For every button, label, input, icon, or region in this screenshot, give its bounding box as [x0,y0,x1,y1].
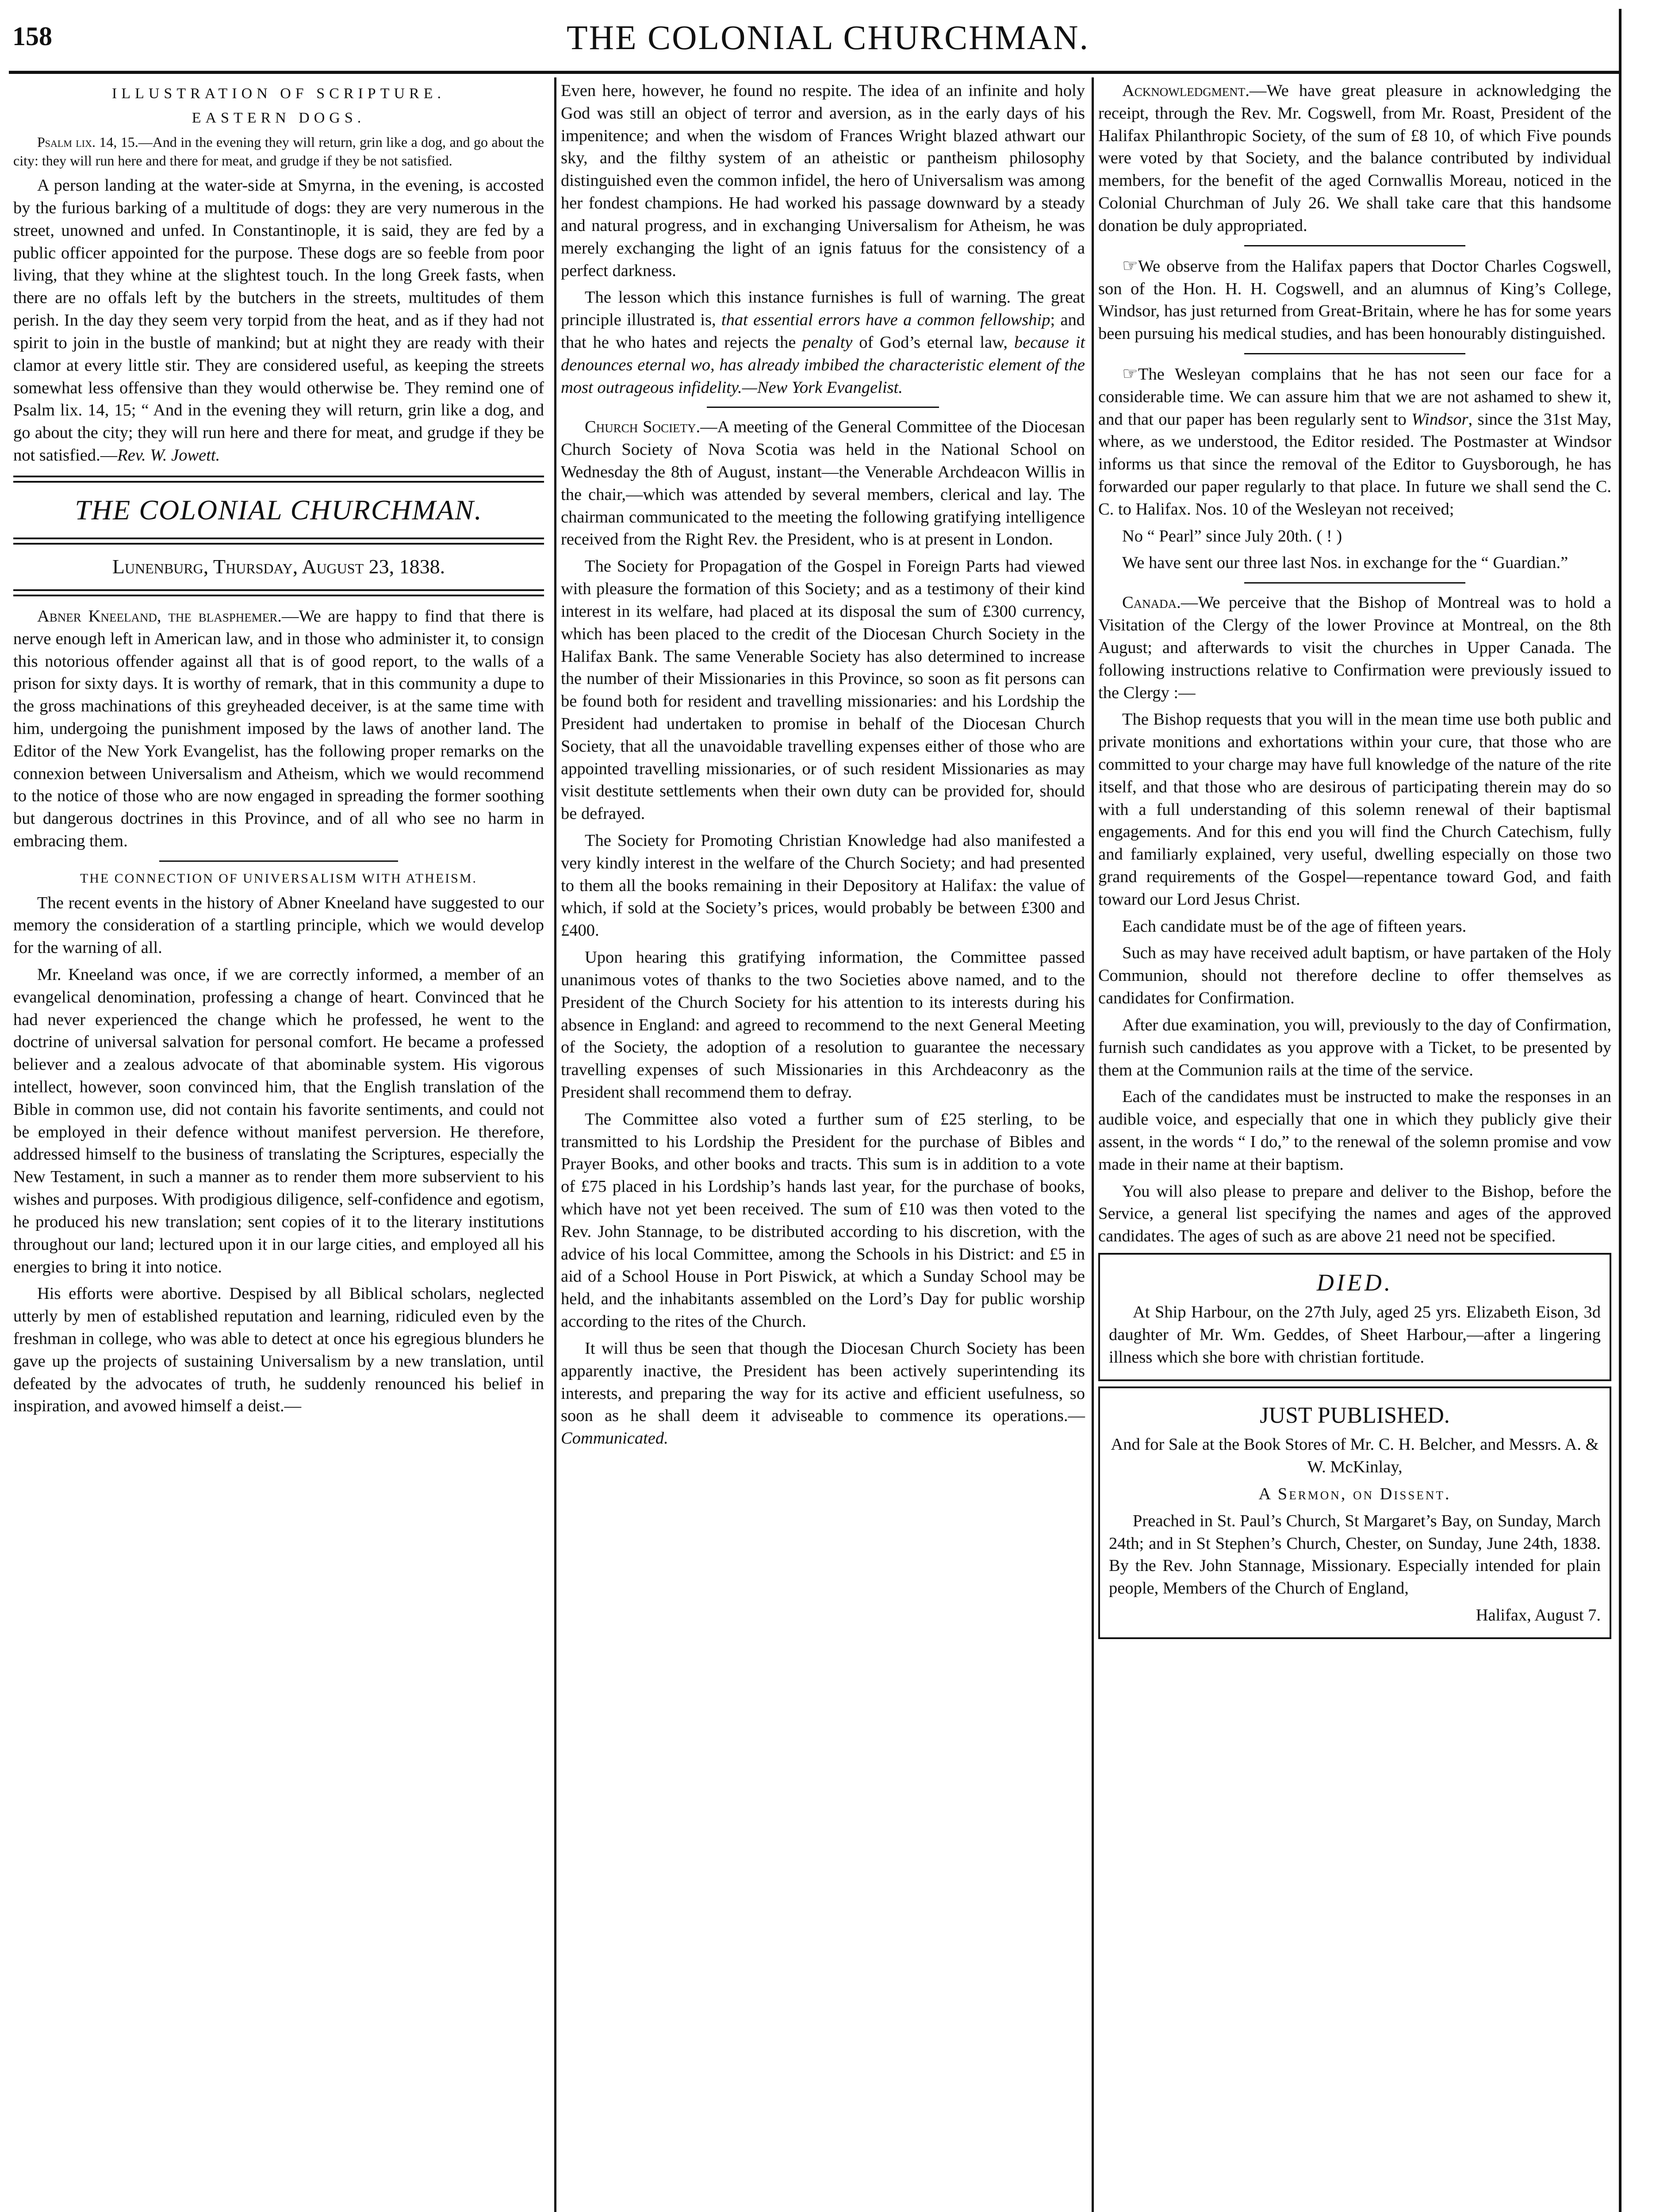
canada-lead: Canada. [1122,593,1181,612]
acknowledgment-paragraph [1098,80,1611,237]
canada-text: —We perceive that the Bishop of Montreal was to hold a Visitation of the Clergy of the lower Province at Montreal, on the 8th August; and afterwards to visit the churches in Upper Canada. The following instructions relative to Confirmation were previously issued to the Clergy :— [1098,593,1611,702]
church-society-lead: Church Society. [585,418,701,437]
church-society-paragraph-5: The Committee also voted a further sum of £25 sterling, to be transmitted to his Lordship the President for the purchase of Bibles and Prayer Books, and other books and tracts. This sum is in addition to a vote of £75 placed in his Lordship’s hands last year, for the purchase of books, which have not yet been received. The sum of £10 was then voted to the Rev. John Stannage, to be distributed according to his discretion, with the advice of his local Committee, among the Schools in his District: and £5 in aid of a School House in Port Piswick, at which a Sunday School may be held, and the inhabitants assembled on the Lord’s Day for public worship according to the rites of the Church. [561,1110,1085,1331]
paper-title: THE COLONIAL CHURCHMAN. [75,494,483,526]
ev-text-a: The lesson which this instance furnishes is full of warning. The great principle illustrated is, [561,288,1085,330]
acknowledgment-text: —We have great pleasure in acknowledging the receipt, through the Rev. Mr. Cogswell, from Mr. Roast, President of the Halifax Philanthropic Society, of the sum of £8 10, of which Five pounds were voted by that Society, and the balance contributed by individual members, for the benefit of the aged Cornwallis Moreau, noticed in the Colonial Churchman of July 26. We shall take care that this handsome donation be duly appropriated. [1098,81,1611,235]
just-published-line-1: And for Sale at the Book Stores of Mr. C. H. Belcher, and Messrs. A. & W. McKinlay, [1111,1435,1599,1477]
right-border [1619,9,1622,2212]
divider-3 [1244,245,1465,246]
top-rule [9,71,1619,74]
double-rule-2 [13,538,544,545]
divider-4 [1244,353,1465,354]
pointing-hand-icon: ☞ [1122,255,1138,276]
just-published-heading: JUST PUBLISHED. [1260,1402,1450,1428]
ev-italic-2: penalty [802,333,853,352]
church-society-paragraph-2: The Society for Propagation of the Gospel in Foreign Parts had viewed with pleasure the formation of this Society; and as a testimony of their kind interest in its welfare, had placed at its disposal the sum of £300 currency, which has been placed to the credit of the Diocesan Church Society in the Halifax Bank. The same Venerable Society has also determined to increase the number of their Missionaries in this Province, so soon as fit persons can be found both for resident and travelling missionaries: and his Lordship the President had undertaken to promise in behalf of the Diocesan Church Society, that all the unavoidable travelling expenses either of those who are appointed travelling missionaries, or of such resident Missionaries as may visit destitute settlements when their own duty can be provided for, should be defrayed. [561,557,1085,823]
church-society-paragraph-1 [561,416,1085,551]
ev-text-b: ; and that he who hates and rejects the [561,311,1085,352]
just-published-box [1098,1386,1611,1639]
psalm-text: —And in the evening they will return, grin like a dog, and go about the city: they will run here and there for meat, and grudge if they be not satisfied. [13,134,544,169]
dogs-text: A person landing at the water-side at Smyrna, in the evening, is accosted by the furious barking of a multitude of dogs: they are very numerous in the street, unowned and unfed. In Constantinople, it is said, they are fed by a public officer appointed for the purpose. These dogs are so feeble from poor living, that they whine at the slightest touch. In the long Greek fasts, when there are no offals left by the butchers in the streets, multitudes of them perish. In the day they seem very torpid from the heat, and as if they had not spirit to join in the bustle of mankind; but at night they are ready with their clamor at every little stir. They are considered useful, as keeping the streets somewhat less offensive than they would otherwise be. They remind one of Psalm lix. 14, 15; “ And in the evening they will return, grin like a dog, and go about the city; they will run here and there for meat, and grudge if they be not satisfied.— [13,176,544,465]
ev-italic-3: because it denounces eternal wo, has already imbibed the characteristic element of the most outrageous infidelity.—New York Evangelist. [561,333,1085,397]
ev-text-c: of God’s eternal law, [852,333,1014,352]
wesleyan-text-a: The Wesleyan complains that he has not seen our face for a considerable time. We can assure him that we are not ashamed to shew it, and that our paper has been regularly sent to [1098,365,1611,429]
bishop-paragraph-3: Such as may have received adult baptism, or have partaken of the Holy Communion, should not therefore decline to offer themselves as candidates for Confirmation. [1098,944,1611,1008]
dogs-signature: Rev. W. Jowett. [117,445,220,465]
connection-heading: THE CONNECTION OF UNIVERSALISM WITH ATHEISM. [80,871,478,886]
connection-paragraph-3: His efforts were abortive. Despised by all Biblical scholars, neglected utterly by men of established reputation and learning, ridiculed even by the freshman in college, who was able to detect at once his egregious blunders he gave up the projects of sustaining Universalism by a new translation, until defeated by the advocates of truth, he suddenly renounced his belief in inspiration, and avowed himself a deist.— [13,1284,544,1416]
evangelist-paragraph-2 [561,286,1085,399]
bishop-paragraph-5: Each of the candidates must be instructed to make the responses in an audible voice, and especially that one in which they publicly give their assent, in the words “ I do,” to the renewal of the solemn promise and vow made in their name at their baptism. [1098,1087,1611,1174]
masthead: THE COLONIAL CHURCHMAN. [567,18,1089,57]
column-rule-2 [1092,77,1094,2212]
ev-italic-1: that essential errors have a common fellowship [721,311,1050,330]
connection-paragraph-1: The recent events in the history of Abner Kneeland have suggested to our memory the consideration of a startling principle, which we would develop for the warning of all. [13,893,544,957]
sermon-title: A Sermon, on Dissent. [1258,1484,1451,1503]
column-2 [561,80,1085,1454]
wesleyan-italic: Windsor [1411,410,1468,429]
column-rule-1 [554,77,556,2212]
illustration-heading: ILLUSTRATION OF SCRIPTURE. [112,85,445,102]
page-number: 158 [12,22,52,51]
psalm-verse [13,133,544,170]
connection-paragraph-2: Mr. Kneeland was once, if we are correctly informed, a member of an evangelical denomination, professing a change of heart. Convinced that he had never experienced the change which he professed, he went to the doctrine of universal salvation for personal comfort. He became a professed believer and a zealous advocate of that abominable system. His vigorous intellect, however, soon convinced him, that the English translation of the Bible in common use, did not contain his favorite sentiments, and could not be employed in their defence without manifest perversion. He therefore, addressed himself to the business of translating the Scriptures, especially the New Testament, in such a manner as to render them more subservient to his wishes and purposes. With prodigious diligence, self-confidence and egotism, he produced his new translation; sent copies of it to the literary institutions throughout our land; lectured upon it in our large cities, and employed all his energies to bring it into notice. [13,965,544,1276]
double-rule-3 [13,589,544,596]
evangelist-paragraph-1: Even here, however, he found no respite. The idea of an infinite and holy God was still an object of terror and aversion, as in the early days of his impenitence; and when the wisdom of Frances Wright blazed athwart our sky, and the filthy system of an atheistic or pantheism philosophy distinguished even the common infidel, the hero of Universalism was among her fondest champions. He had worked his passage downward by a steady and natural progress, and in exchanging Universalism for Atheism, he was merely exchanging the light of an ignis fatuus for the consistency of a perfect darkness. [561,81,1085,280]
psalm-ref: Psalm lix. 14, 15. [37,134,138,150]
column-1 [13,80,544,1422]
church-society-paragraph-6 [561,1337,1085,1450]
divider [159,860,398,862]
wesleyan-paragraph [1098,362,1611,521]
pointing-hand-icon-2: ☞ [1122,363,1138,384]
double-rule [13,476,544,483]
died-box [1098,1253,1611,1381]
bishop-paragraph-1: The Bishop requests that you will in the mean time use both public and private monitions and exhortations within your cure, that those who are committed to your charge may have full knowledge of the nature of the rite itself, and that those who are desirous of participating therein may do so with a full understanding of this solemn renewal of their baptismal engagements. And for this end you will find the Church Catechism, fully and familiarly explained, very useful, dwelling especially on those two grand requirements of the Gospel—repentance toward God, and faith toward our Lord Jesus Christ. [1098,710,1611,909]
bishop-paragraph-6: You will also please to prepare and deliver to the Bishop, before the Service, a general list specifying the names and ages of the approved candidates. The ages of such as are above 21 need not be specified. [1098,1182,1611,1246]
died-text: At Ship Harbour, on the 27th July, aged 25 yrs. Elizabeth Eison, 3d daughter of Mr. Wm. Geddes, of Sheet Harbour,—after a lingering illness which she bore with christian fortitude. [1109,1303,1601,1367]
died-heading: DIED. [1316,1269,1393,1296]
guardian-line: We have sent our three last Nos. in exchange for the “ Guardian.” [1122,553,1568,572]
kneeland-text: —We are happy to find that there is nerve enough left in American law, and in those who administer it, to consign this notorious offender against all that is of good report, to the walls of a prison for sixty days. It is worthy of remark, that in this community a dupe to the gross machinations of this greyheaded deceiver, is at the same time with him, undergoing the punishment imposed by the laws of another land. The Editor of the New York Evangelist, has the following proper remarks on the connexion between Universalism and Atheism, which we would recommend to the notice of those who are now engaged in spreading the former soothing but dangerous doctrines in this Province, and of all who see no harm in embracing them. [13,607,544,851]
just-published-line-3: Preached in St. Paul’s Church, St Margaret’s Bay, on Sunday, March 24th; and in St Stephen’s Church, Chester, on Sunday, June 24th, 1838. By the Rev. John Stannage, Missionary. Especially intended for plain people, Members of the Church of England, [1109,1511,1601,1598]
eastern-dogs-heading: EASTERN DOGS. [192,109,366,126]
cogswell-text: We observe from the Halifax papers that Doctor Charles Cogswell, son of the Hon. H. H. Cogswell, and an alumnus of King’s College, Windsor, has just returned from Great-Britain, where he has for some years been pursuing his medical studies, and has been honourably distinguished. [1098,257,1611,343]
kneeland-lead: Abner Kneeland, the blasphemer. [37,607,282,626]
cs-signature: Communicated. [561,1429,668,1448]
cs-text: It will thus be seen that though the Diocesan Church Society has been apparently inactive, the President has been actively superintending its interests, and preparing the way for its active and efficient usefulness, so soon as he shall deem it adviseable to commence its operations.— [561,1339,1085,1425]
column-3 [1098,80,1611,1644]
divider-5 [1244,582,1465,584]
canada-paragraph [1098,591,1611,704]
church-society-paragraph-4: Upon hearing this gratifying information, the Committee passed unanimous votes of thanks to the two Societies above named, and to the President of the Church Society for his attention to its interests during his absence in England: and agreed to recommend to the next General Meeting of the Society, the adoption of a resolution to guarantee the necessary travelling expenses of such Missionaries in this Archdeaconry as the President shall recommend them to defray. [561,948,1085,1102]
dogs-paragraph [13,174,544,467]
kneeland-paragraph [13,605,544,853]
acknowledgment-lead: Acknowledgment. [1122,81,1250,100]
bishop-paragraph-4: After due examination, you will, previously to the day of Confirmation, furnish such candidates as you approve with a Ticket, to be presented by them at the Communion rails at the time of the service. [1098,1015,1611,1079]
divider-2 [707,407,939,408]
church-society-text: —A meeting of the General Committee of the Diocesan Church Society of Nova Scotia was held in the National School on Wednesday the 8th of August, instant—the Venerable Archdeacon Willis in the chair,—which was attended by several members, clerical and lay. The chairman communicated to the meeting the following gratifying intelligence received from the Right Rev. the President, who is at present in London. [561,418,1085,549]
dateline: Lunenburg, Thursday, August 23, 1838. [112,555,445,578]
just-published-sign: Halifax, August 7. [1476,1606,1601,1625]
cogswell-paragraph [1098,254,1611,345]
church-society-paragraph-3: The Society for Promoting Christian Knowledge had also manifested a very kindly interest in the welfare of the Church Society; and had presented to them all the books remaining in their Depository at Halifax: the value of which, if sold at the Society’s prices, would probably be between £300 and £400. [561,831,1085,940]
bishop-paragraph-2: Each candidate must be of the age of fifteen years. [1122,917,1467,936]
wesleyan-text-b: , since the 31st May, where, as we understood, the Editor resided. The Postmaster at Windsor informs us that since the removal of the Editor to Guysborough, he has forwarded our paper regularly to that place. In future we shall send the C. C. to Halifax. Nos. 10 of the Wesleyan not received; [1098,410,1611,518]
pearl-line: No “ Pearl” since July 20th. ( ! ) [1122,526,1342,545]
